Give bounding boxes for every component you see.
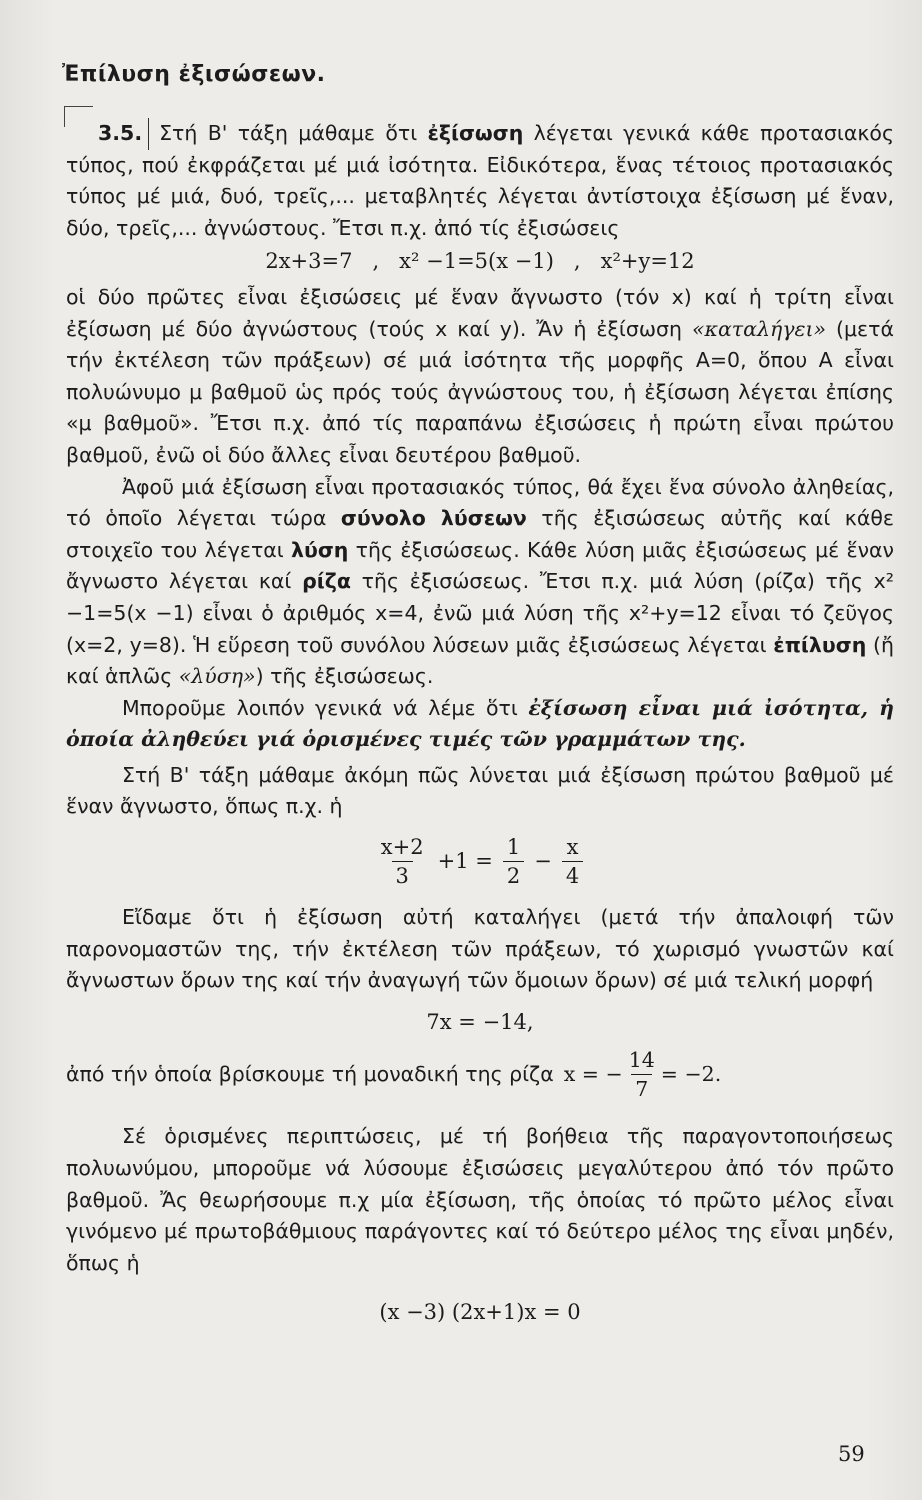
numerator: 1 bbox=[506, 835, 521, 860]
paragraph-factorization: Σέ ὁρισμένες περιπτώσεις, μέ τή βοήθεια τῆς παραγοντοποιήσεως πολυωνύμου, μποροῦμε νά λύσουμε ἐξισώσεις μεγαλύτερου ἀπό τόν πρῶτο βαθμοῦ. Ἄς θεωρήσουμε π.χ μία ἐξίσωση, τῆς ὁποίας τό πρῶτο μέλος εἶναι γινόμενο μέ πρωτοβάθμιους παράγοντες καί τό δεύτερο μέλος της εἶναι μηδέν, ὅπως ἡ bbox=[66, 1124, 894, 1275]
equation-operator: +1 = bbox=[437, 848, 493, 873]
equation-operator: − bbox=[534, 848, 552, 873]
equation-part: = −2. bbox=[660, 1062, 722, 1087]
section-number: 3.5. bbox=[66, 118, 149, 150]
text-run: λέγεται γενικά κάθε προτασιακός τύπος, πού ἐκφράζεται μέ μιά ἰσότητα. Εἰδικότερα, ἕνας τέτοιος προτασιακός τύπος μέ μιά, δυό, τρεῖς,... μεταβλητές λέγεται ἀντίστοιχα ἐξίσωση μέ ἕναν, δύο, τρεῖς,... ἀγνώστους. Ἔτσι π.χ. ἀπό τίς ἐξισώσεις bbox=[66, 121, 895, 240]
denominator: 7 bbox=[631, 1074, 652, 1103]
page-body bbox=[66, 118, 894, 1337]
numerator: 14 bbox=[628, 1048, 655, 1073]
equation-part: x = − bbox=[563, 1062, 623, 1087]
denominator: 3 bbox=[392, 861, 413, 890]
italic-term: «λύση» bbox=[178, 664, 256, 689]
text-run: τῆς ἐξισώσεως. Ἔτσι π.χ. μιά λύση (ρίζα) τῆς x² −1=5(x −1) εἶναι ὁ ἀριθμός x=4, ἐνῶ μιά λύση τῆς x²+y=12 εἶναι τό ζεῦγος (x=2, y=8). Ἡ εὕρεση τοῦ συνόλου λύσεων μιᾶς ἐξισώσεως λέγεται bbox=[66, 569, 894, 657]
equation-examples: 2x+3=7 , x² −1=5(x −1) , x²+y=12 bbox=[265, 249, 695, 274]
term-equation: ἐξίσωση bbox=[427, 121, 524, 145]
reduced-equation: 7x = −14, bbox=[426, 1009, 534, 1034]
text-run: (ἤ καί ἁπλῶς bbox=[66, 632, 894, 689]
text-run: ) τῆς ἐξισώσεως. bbox=[255, 664, 434, 689]
product-equation: (x −3) (2x+1)x = 0 bbox=[379, 1300, 581, 1325]
term-solution: λύση bbox=[291, 537, 349, 562]
fraction bbox=[562, 833, 583, 890]
italic-term: «καταλήγει» bbox=[691, 316, 827, 341]
paragraph-summary bbox=[66, 693, 894, 756]
definition-emphasis: ἐξίσωση εἶναι μιά ἰσότητα, ἡ ὁποία ἀληθεύει γιά ὁρισμένες τιμές τῶν γραμμάτων της. bbox=[66, 695, 894, 752]
text-run: ἀπό τήν ὁποία βρίσκουμε τή μοναδική της ρίζα bbox=[66, 1062, 554, 1087]
paragraph-reduction: Εἴδαμε ὅτι ἡ ἐξίσωση αὐτή καταλήγει (μετά τήν ἀπαλοιφή τῶν παρονομαστῶν της, τήν ἐκτέλεση τῶν πράξεων, τό χωρισμό γνωστῶν καί ἄγνωστων ὅρων της καί τήν ἀναγωγή τῶν ὅμοιων ὅρων) σέ μιά τελική μορφή bbox=[66, 905, 894, 993]
denominator: 2 bbox=[503, 861, 524, 890]
text-run: τῆς ἐξισώσεως αὐτῆς καί κάθε στοιχεῖο του λέγεται bbox=[66, 506, 894, 562]
term-solving: ἐπίλυση bbox=[773, 632, 867, 657]
text-run: Μποροῦμε λοιπόν γενικά νά λέμε ὅτι bbox=[122, 695, 529, 720]
page-number: 59 bbox=[838, 1442, 865, 1466]
fraction bbox=[503, 833, 524, 890]
term-root: ρίζα bbox=[302, 569, 351, 594]
text-run: τῆς ἐξισώσεως. Κάθε λύση μιᾶς ἐξισώσεως μέ ἕναν ἄγνωστο λέγεται καί bbox=[66, 537, 894, 594]
paragraph-solutions bbox=[66, 472, 894, 693]
fraction bbox=[625, 1046, 659, 1103]
paragraph-degree bbox=[66, 282, 894, 472]
denominator: 4 bbox=[562, 861, 583, 890]
fraction-equation bbox=[66, 833, 894, 890]
numerator: x+2 bbox=[380, 835, 424, 860]
term-solution-set: σύνολο λύσεων bbox=[340, 506, 527, 531]
text-run: οἱ δύο πρῶτες εἶναι ἐξισώσεις μέ ἕναν ἄγνωστο (τόν x) καί ἡ τρίτη εἶναι ἐξίσωση μέ δύο ἀγνώστους (τούς x καί y). Ἄν ἡ ἐξίσωση bbox=[66, 284, 894, 341]
fraction bbox=[377, 833, 428, 890]
text-run: Στή Β' τάξη μάθαμε ὅτι bbox=[159, 121, 428, 145]
text-run: Ἀφοῦ μιά ἐξίσωση εἶναι προτασιακός τύπος, θά ἔχει ἕνα σύνολο ἀληθείας, τό ὁποῖο λέγεται τώρα bbox=[66, 474, 894, 531]
section-heading: Ἐπίλυση ἐξισώσεων. bbox=[62, 62, 326, 87]
root-line bbox=[66, 1046, 894, 1103]
numerator: x bbox=[566, 835, 579, 860]
paragraph-first-degree: Στή Β' τάξη μάθαμε ἀκόμη πῶς λύνεται μιά ἐξίσωση πρώτου βαθμοῦ μέ ἕναν ἄγνωστο, ὅπως π.χ. ἡ bbox=[66, 762, 894, 819]
text-run: (μετά τήν ἐκτέλεση τῶν πράξεων) σέ μιά ἰσότητα τῆς μορφῆς A=0, ὅπου A εἶναι πολυώνυμο μ βαθμοῦ ὡς πρός τούς ἀγνώστους του, ἡ ἐξίσωση λέγεται ἐπίσης «μ βαθμοῦ». Ἔτσι π.χ. ἀπό τίς παραπάνω ἐξισώσεις ἡ πρώτη εἶναι πρώτου βαθμοῦ, ἐνῶ οἱ δύο ἄλλες εἶναι δευτέρου βαθμοῦ. bbox=[66, 316, 894, 467]
paragraph-definition bbox=[66, 118, 894, 244]
